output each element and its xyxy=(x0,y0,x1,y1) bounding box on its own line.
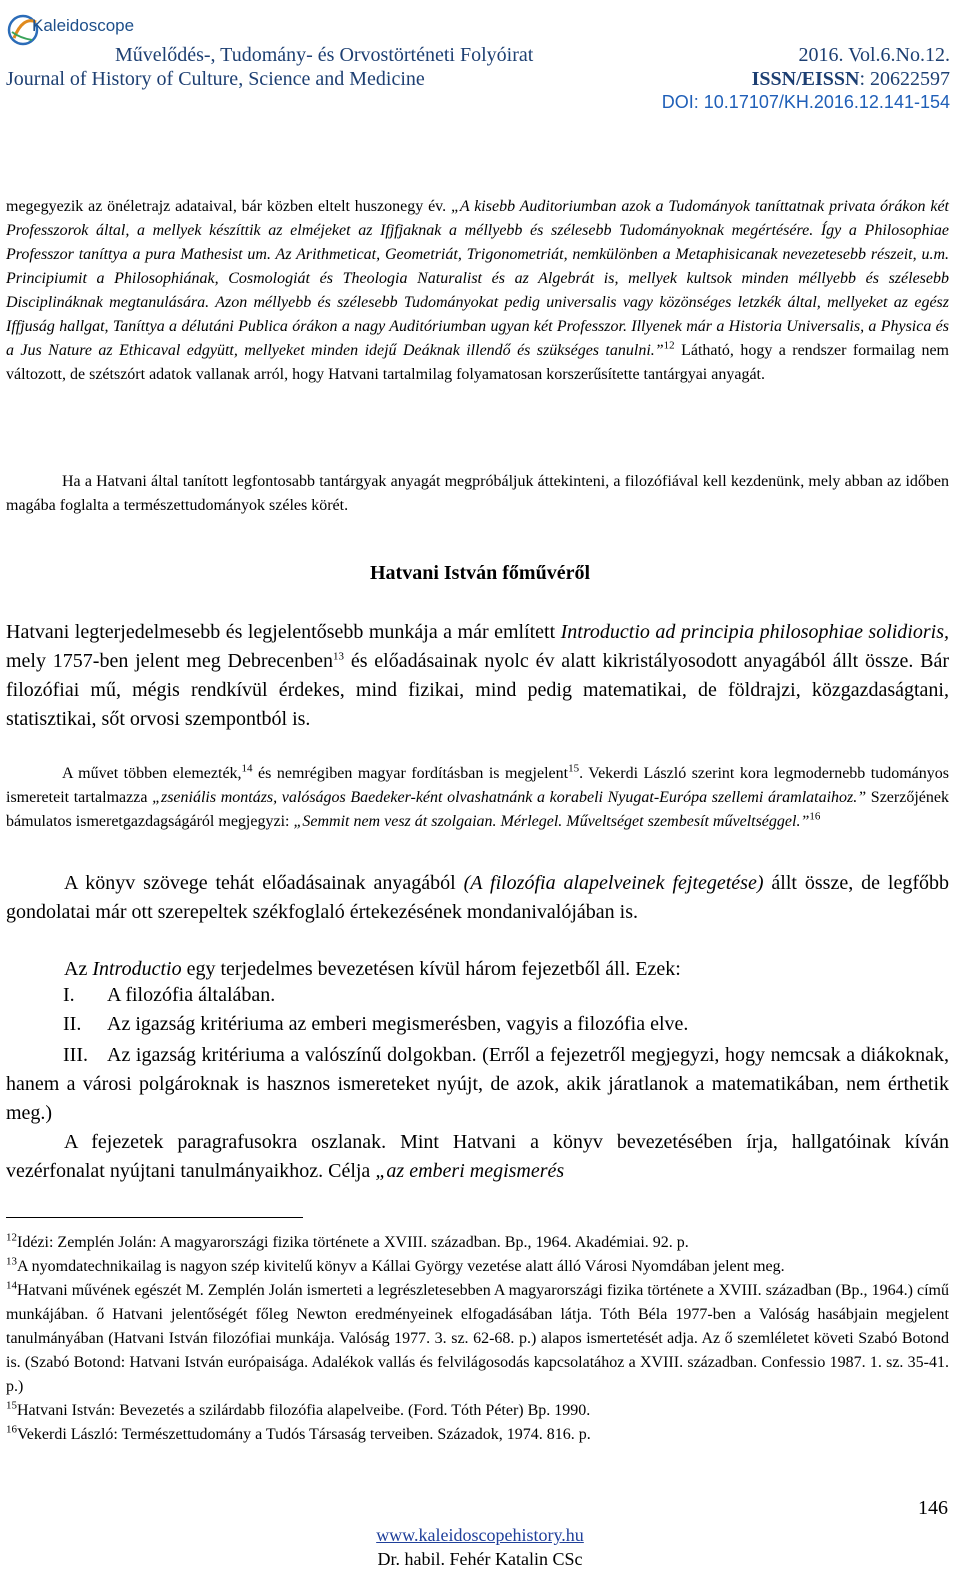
footnote: $^{15}$Hatvani István: Bevezetés a szilárdabb filozófia alapelveibe. (Ford. Tóth Péter) Bp. 1990. xyxy=(6,1399,591,1419)
logo-text: Kaleidoscope xyxy=(32,16,135,35)
paragraph-chapters-intro: Az Introductio egy terjedelmes bevezetésen kívül három fejezetből áll. Ezek: xyxy=(64,958,681,980)
journal-title-en: Journal of History of Culture, Science and Medicine xyxy=(6,68,425,90)
section-heading: Hatvani István főművéről xyxy=(370,562,590,584)
footnotes xyxy=(6,1231,949,1447)
volume-info: 2016. Vol.6.No.12. xyxy=(798,44,950,66)
list-item: II. Az igazság kritériuma az emberi megismerésben, vagyis a filozófia elve. xyxy=(63,1013,689,1035)
paragraph-quote: megegyezik az önéletrajz adataival, bár közben eltelt huszonegy év. „A kisebb Auditoriumban azok a Tudományok taníttatnak privata órákon két Professzorok által, a mellyek készíttik az elméjeket az Ifjfjaknak a méllyebb és szélesebb Tudományoknak megértésére. Így a Philosophiae Professzor taníttya a pura Mathesist um. Az Arithmeticat, Geometriát, Trigonometriát, nemkülönben a Metaphisicanak nevezetesebb részeit, u.m. Principiumit a Philosophiának, Cosmologiát és Theologia Naturalist és az Algebrát is, mellyek kultsok minden méllyebb és szélesebb Disciplináknak megtanulására. Azon méllyebb és szélesebb Tudományokat pedig universalis vagy közönséges letzkék által, mellyeket az egész Iffjuság hallgat, Taníttya a délutáni Publica órákon a nagy Auditóriumban ugyan két Professzor. Illyenek már a Historia Universalis, a Physica és a Jus Nature az Ethicaval edgyütt, mellyeket minden idejű Deáknak illendő és szükséges tanulni.”$^{12}$ Látható, hogy a rendszer formailag nem változott, de szétszórt adatok vallanak arról, hogy Hatvani tartalmilag folyamatosan korszerűsítette tantárgyai anyagát. xyxy=(6,198,950,383)
footnote: $^{16}$Vekerdi László: Természettudomány a Tudós Társaság terveiben. Századok, 1974. 816. p. xyxy=(6,1423,591,1443)
paragraph-philosophy: Ha a Hatvani által tanított legfontosabb tantárgyak anyagát megpróbáljuk áttekinteni, a filozófiával kell kezdenünk, mely abban az időben magába foglalta a természettudományok széles körét. xyxy=(6,473,949,514)
paragraph-book-text: A könyv szövege tehát előadásainak anyagából (A filozófia alapelveinek fejtegetése) állt össze, de legfőbb gondolatai már ott szerepeltek székfoglaló értekezésének mondanivalójában is. xyxy=(6,872,950,923)
paragraph-introductio: Hatvani legterjedelmesebb és legjelentősebb munkája a már említett Introductio ad principia philosophiae solidioris, mely 1757-ben jelent meg Debrecenben$^{13}$ és előadásainak nyolc év alatt kikristályosodott anyagából állt össze. Bár filozófiai mű, mégis rendkívül érdekes, mind fizikai, mind pedig matematikai, de földrajzi, közgazdaságtani, statisztikai, sőt orvosi szempontból is. xyxy=(6,621,949,730)
footnote: $^{13}$A nyomdatechnikailag is nagyon szép kivitelű könyv a Kállai György vezetése alatt álló Városi Nyomdában jelent meg. xyxy=(6,1255,785,1275)
footnote-divider xyxy=(6,1217,303,1218)
paragraph-chapter-three: III. Az igazság kritériuma a valószínű dolgokban. (Erről a fejezetről megjegyzi, hogy nemcsak a diákoknak, hanem a városi polgároknak is hasznos ismereteket nyújt, de azok, akik járatlanok a matematikában, nem érthetik meg.) xyxy=(6,1044,949,1124)
doi-link[interactable]: DOI: 10.17107/KH.2016.12.141-154 xyxy=(661,92,950,112)
footer-website-link[interactable]: www.kaleidoscopehistory.hu xyxy=(376,1525,584,1545)
paragraph-paragraphs: A fejezetek paragrafusokra oszlanak. Mint Hatvani a könyv bevezetésében írja, hallgatóinak kíván vezérfonalat nyújtani tanulmányaikhoz. Célja „az emberi megismerés xyxy=(6,1131,949,1182)
footnote: $^{12}$Idézi: Zemplén Jolán: A magyarországi fizika története a XVIII. században. Bp., 1964. Akadémiai. 92. p. xyxy=(6,1231,689,1251)
page-number: 146 xyxy=(918,1497,948,1519)
issn-info: ISSN/EISSN: 20622597 xyxy=(751,68,950,90)
list-item: I. A filozófia általában. xyxy=(63,984,276,1006)
paragraph-analysis: A művet többen elemezték,$^{14}$ és nemrégiben magyar fordításban is megjelent$^{15}$. Vekerdi László szerint kora legmodernebb tudományos ismereteit tartalmazza „zseniális montázs, valóságos Baedeker-ként olvashatnánk a korabeli Nyugat-Európa szellemi áramlataihoz.” Szerzőjének bámulatos ismeretgazdagságáról megjegyzi: „Semmit nem vesz át szolgaian. Mérlegel. Műveltséget szembesít műveltséggel.”$^{16}$ xyxy=(6,762,950,830)
footer-author: Dr. habil. Fehér Katalin CSc xyxy=(377,1549,583,1569)
journal-header xyxy=(0,0,960,120)
journal-title-hu: Művelődés-, Tudomány- és Orvostörténeti Folyóirat xyxy=(115,44,534,66)
footnote: $^{14}$Hatvani művének egészét M. Zemplén Jolán ismerteti a legrészletesebben A magyarországi fizika története a XVIII. században (Bp., 1964.) című munkájában. ő Hatvani jelentőségét főleg Newton eredményeinek elfogadásában látja. Tóth Béla 1977-ben a Valóság hasábjain megjelent tanulmányában (Hatvani István filozófiai munkája. Valóság 1977. 3. sz. 62-68. p.) alapos ismertetését adja. Az ő szemléletet követi Szabó Botond is. (Szabó Botond: Hatvani István európaisága. Adalékok vallás és felvilágosodás kapcsolatához a XVIII. században. Confessio 1987. 1. sz. 35-41. p.) xyxy=(6,1279,949,1395)
